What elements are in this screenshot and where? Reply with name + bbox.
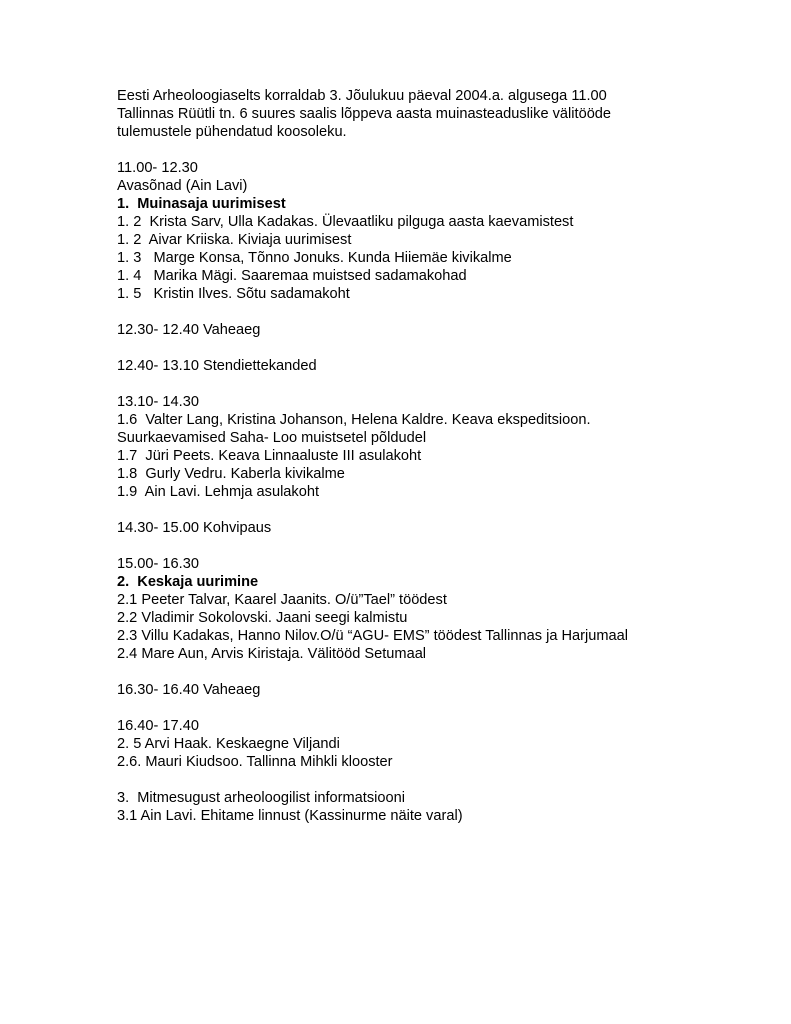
time-slot: 13.10- 14.30 [117, 394, 199, 410]
opening-remarks: Avasõnad (Ain Lavi) [117, 178, 248, 194]
time-slot: 16.40- 17.40 [117, 718, 199, 734]
talk-item: 1. 2 Krista Sarv, Ulla Kadakas. Ülevaatliku pilguga aasta kaevamistest [117, 214, 574, 230]
talk-item: 1. 5 Kristin Ilves. Sõtu sadamakoht [117, 286, 350, 302]
spacer [117, 537, 757, 555]
talk-item: 3.1 Ain Lavi. Ehitame linnust (Kassinurme näite varal) [117, 808, 463, 824]
section-heading: 2. Keskaja uurimine [117, 574, 259, 590]
spacer [117, 375, 757, 393]
schedule-block-5 [117, 789, 757, 825]
spacer [117, 303, 757, 321]
spacer [117, 663, 757, 681]
poster-session-slot: 12.40- 13.10 Stendiettekanded [117, 358, 317, 374]
talk-item: 2. 5 Arvi Haak. Keskaegne Viljandi [117, 736, 340, 752]
talk-item: 2.2 Vladimir Sokolovski. Jaani seegi kalmistu [117, 610, 408, 626]
coffee-break-slot: 14.30- 15.00 Kohvipaus [117, 520, 272, 536]
intro-line: Tallinnas Rüütli tn. 6 suures saalis lõppeva aasta muinasteaduslike välitööde [117, 106, 612, 122]
spacer [117, 501, 757, 519]
spacer [117, 339, 757, 357]
talk-item: 1. 4 Marika Mägi. Saaremaa muistsed sadamakohad [117, 268, 467, 284]
break-slot: 12.30- 12.40 Vaheaeg [117, 322, 261, 338]
talk-item: 1.6 Valter Lang, Kristina Johanson, Helena Kaldre. Keava ekspeditsioon. [117, 412, 591, 428]
schedule-block-2 [117, 393, 757, 501]
talk-item: 2.1 Peeter Talvar, Kaarel Jaanits. O/ü”Tael” töödest [117, 592, 447, 608]
talk-item: 2.6. Mauri Kiudsoo. Tallinna Mihkli klooster [117, 754, 393, 770]
time-slot: 15.00- 16.30 [117, 556, 199, 572]
intro-paragraph [117, 87, 757, 141]
spacer [117, 771, 757, 789]
schedule-block-4 [117, 717, 757, 771]
talk-item: 1.9 Ain Lavi. Lehmja asulakoht [117, 484, 320, 500]
spacer [117, 141, 757, 159]
talk-item: 2.3 Villu Kadakas, Hanno Nilov.O/ü “AGU- EMS” töödest Tallinnas ja Harjumaal [117, 628, 629, 644]
talk-item: 1. 2 Aivar Kriiska. Kiviaja uurimisest [117, 232, 352, 248]
time-slot: 11.00- 12.30 [117, 160, 198, 176]
spacer [117, 699, 757, 717]
talk-item: 2.4 Mare Aun, Arvis Kiristaja. Välitööd Setumaal [117, 646, 427, 662]
section-heading: 1. Muinasaja uurimisest [117, 196, 286, 212]
intro-line: Eesti Arheoloogiaselts korraldab 3. Jõulukuu päeval 2004.a. algusega 11.00 [117, 88, 607, 104]
break-slot: 16.30- 16.40 Vaheaeg [117, 682, 261, 698]
talk-item: 1.8 Gurly Vedru. Kaberla kivikalme [117, 466, 345, 482]
talk-item: 1.7 Jüri Peets. Keava Linnaaluste III asulakoht [117, 448, 422, 464]
schedule-block-1 [117, 159, 757, 303]
document-page [117, 87, 757, 825]
schedule-block-3 [117, 555, 757, 663]
talk-item: 1. 3 Marge Konsa, Tõnno Jonuks. Kunda Hiiemäe kivikalme [117, 250, 512, 266]
talk-item: Suurkaevamised Saha- Loo muistsetel põldudel [117, 430, 427, 446]
section-heading: 3. Mitmesugust arheoloogilist informatsiooni [117, 790, 405, 806]
intro-line: tulemustele pühendatud koosoleku. [117, 124, 347, 140]
